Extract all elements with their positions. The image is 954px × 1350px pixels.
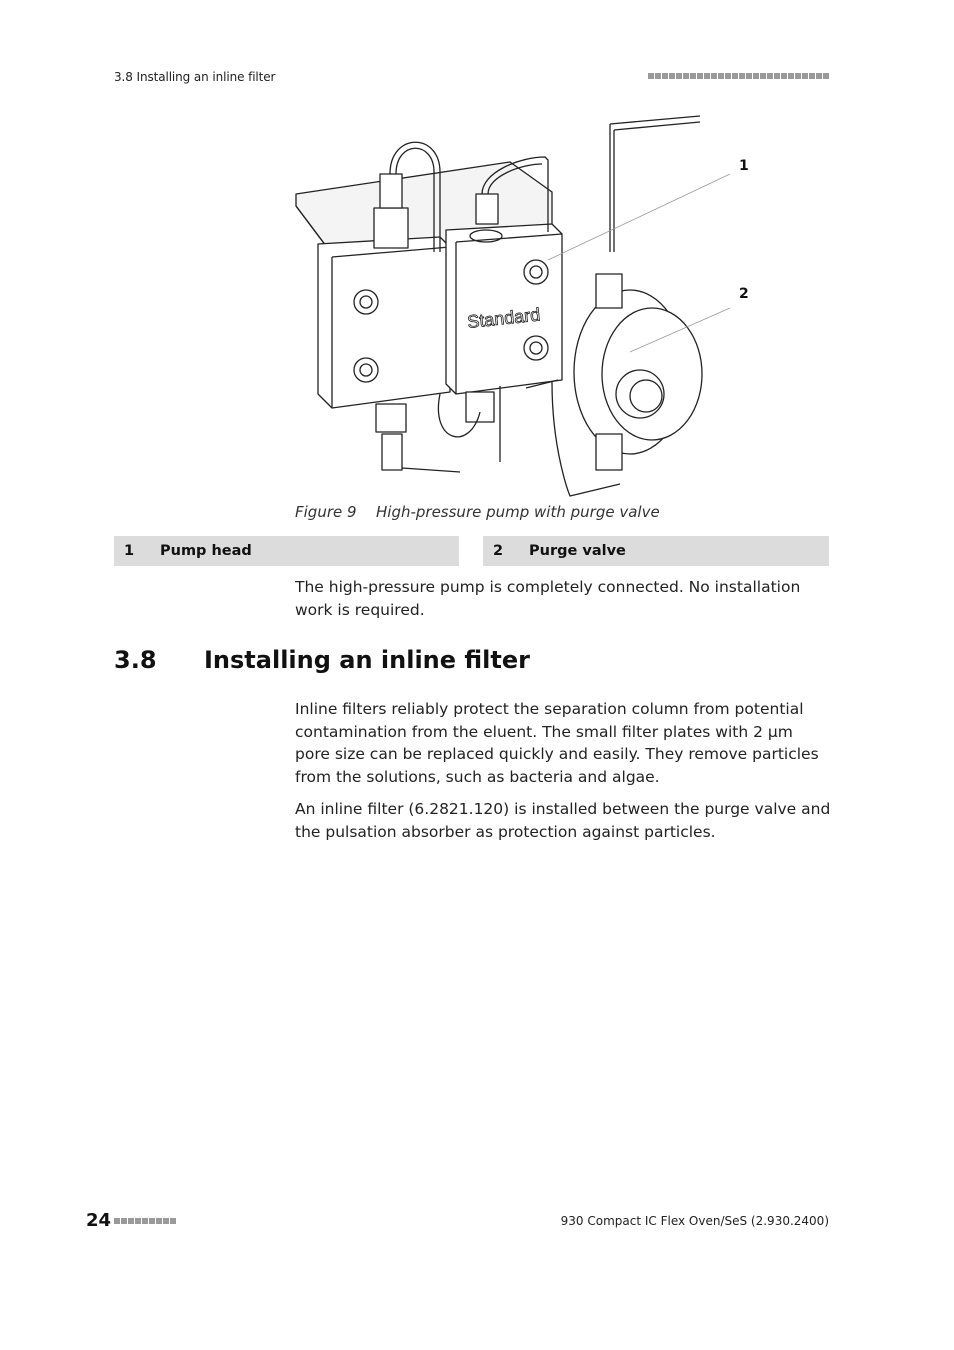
page-number: 24	[86, 1210, 112, 1231]
legend-item-purge-valve	[483, 536, 829, 566]
body-paragraph: Inline filters reliably protect the separation column from potential contamination from the eluent. The small filter plates with 2 µm pore size can be replaced quickly and easily. They remove particles from the solutions, such as bacteria and algae.	[295, 700, 819, 786]
intro-paragraph: The high-pressure pump is completely connected. No installation work is required.	[295, 578, 801, 619]
legend-number: 1	[124, 543, 135, 559]
running-header-section: 3.8 Installing an inline filter	[114, 70, 276, 84]
footer-decorative-squares	[114, 1218, 176, 1224]
pump-illustration	[290, 112, 749, 502]
legend-item-pump-head	[114, 536, 459, 566]
body-paragraph: An inline filter (6.2821.120) is installed between the purge valve and the pulsation absorber as protection against particles.	[295, 800, 831, 841]
header-decorative-squares	[648, 73, 829, 79]
callout-2: 2	[739, 286, 749, 302]
legend-number: 2	[493, 543, 504, 559]
figure-caption	[295, 503, 660, 521]
legend-label: Purge valve	[529, 543, 626, 559]
legend-label: Pump head	[160, 543, 252, 559]
standard-label: Standard	[466, 304, 542, 332]
section-title: Installing an inline filter	[204, 646, 530, 674]
figure-title: High-pressure pump with purge valve	[376, 503, 660, 521]
section-number: 3.8	[114, 646, 157, 674]
callout-1: 1	[739, 158, 749, 174]
document-title: 930 Compact IC Flex Oven/SeS (2.930.2400)	[560, 1214, 829, 1228]
section-heading	[114, 646, 530, 674]
figure-number: Figure 9	[295, 503, 357, 521]
